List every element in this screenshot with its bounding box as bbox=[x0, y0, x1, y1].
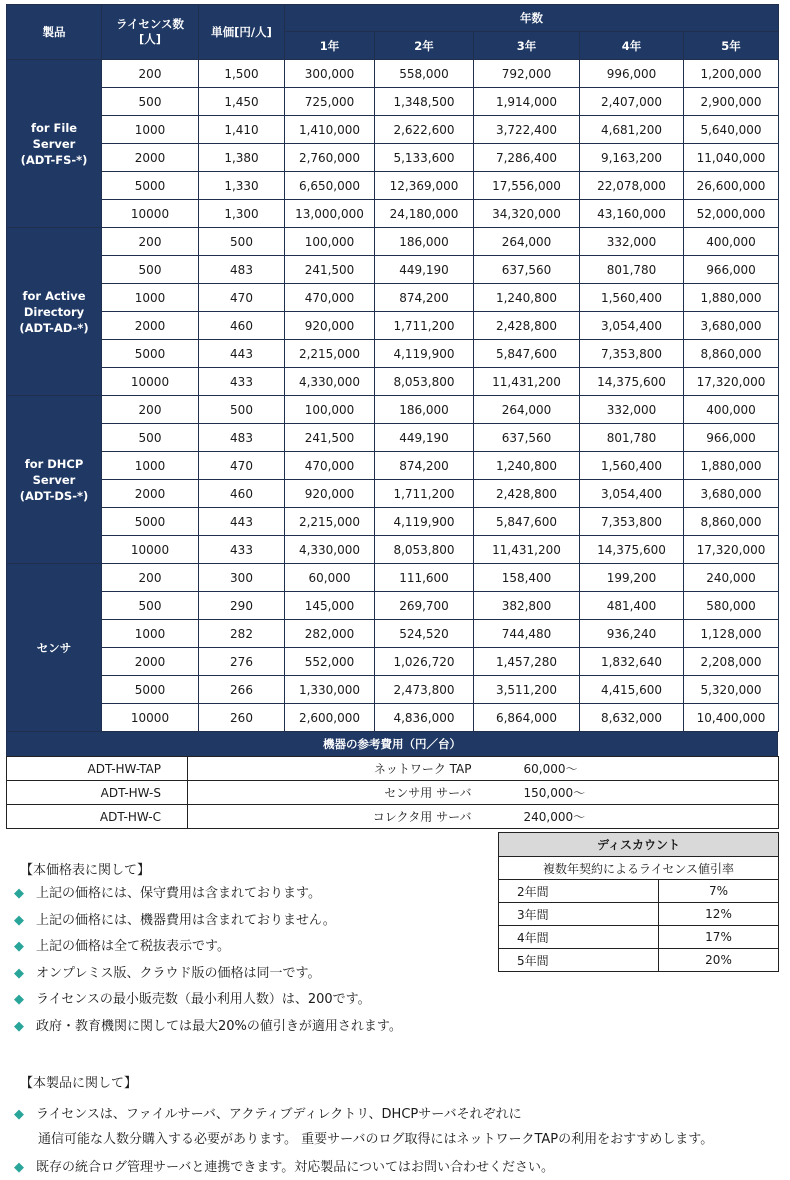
hardware-price-cell: 240,000～ bbox=[498, 805, 779, 829]
year-price-cell: 332,000 bbox=[580, 228, 684, 256]
unit-price-cell: 276 bbox=[199, 648, 285, 676]
year-price-cell: 199,200 bbox=[580, 564, 684, 592]
product-note-text: ライセンスは、ファイルサーバ、アクティブディレクトリ、DHCPサーバそれぞれに bbox=[36, 1107, 522, 1122]
table-row bbox=[7, 508, 779, 536]
year-price-cell: 4,415,600 bbox=[580, 676, 684, 704]
year-price-cell: 22,078,000 bbox=[580, 172, 684, 200]
price-note-text: オンプレミス版、クラウド版の価格は同一です。 bbox=[36, 965, 321, 981]
year-price-cell: 1,240,800 bbox=[474, 284, 580, 312]
year-price-cell: 1,348,500 bbox=[375, 88, 474, 116]
unit-price-cell: 483 bbox=[199, 256, 285, 284]
year-price-cell: 8,632,000 bbox=[580, 704, 684, 732]
unit-price-cell: 1,410 bbox=[199, 116, 285, 144]
license-count-cell: 200 bbox=[102, 564, 199, 592]
year-price-cell: 1,410,000 bbox=[285, 116, 375, 144]
year-price-cell: 17,320,000 bbox=[684, 368, 779, 396]
license-count-cell: 1000 bbox=[102, 284, 199, 312]
year-price-cell: 100,000 bbox=[285, 396, 375, 424]
year-price-cell: 1,832,640 bbox=[580, 648, 684, 676]
year-price-cell: 1,880,000 bbox=[684, 452, 779, 480]
license-count-cell: 5000 bbox=[102, 676, 199, 704]
price-table bbox=[6, 4, 779, 732]
unit-price-cell: 266 bbox=[199, 676, 285, 704]
year-price-cell: 5,133,600 bbox=[375, 144, 474, 172]
table-row bbox=[7, 340, 779, 368]
year-price-cell: 8,860,000 bbox=[684, 508, 779, 536]
license-count-cell: 200 bbox=[102, 396, 199, 424]
year-price-cell: 966,000 bbox=[684, 256, 779, 284]
hardware-price-cell: 60,000～ bbox=[498, 757, 779, 781]
table-row bbox=[7, 172, 779, 200]
unit-price-cell: 290 bbox=[199, 592, 285, 620]
table-row bbox=[7, 60, 779, 88]
year-price-cell: 43,160,000 bbox=[580, 200, 684, 228]
year-price-cell: 17,556,000 bbox=[474, 172, 580, 200]
year-price-cell: 1,914,000 bbox=[474, 88, 580, 116]
year-price-cell: 2,900,000 bbox=[684, 88, 779, 116]
year-price-cell: 4,836,000 bbox=[375, 704, 474, 732]
year-price-cell: 1,711,200 bbox=[375, 480, 474, 508]
year-price-cell: 11,431,200 bbox=[474, 536, 580, 564]
price-note-text: ライセンスの最小販売数（最小利用人数）は、200です。 bbox=[36, 992, 371, 1007]
discount-title: ディスカウント bbox=[499, 833, 779, 857]
table-row bbox=[7, 480, 779, 508]
hardware-desc-cell: コレクタ用 サーバ bbox=[188, 805, 498, 829]
year-price-cell: 17,320,000 bbox=[684, 536, 779, 564]
year-price-cell: 1,128,000 bbox=[684, 620, 779, 648]
table-row bbox=[7, 757, 779, 781]
year-price-cell: 558,000 bbox=[375, 60, 474, 88]
license-count-cell: 1000 bbox=[102, 116, 199, 144]
year-price-cell: 241,500 bbox=[285, 424, 375, 452]
price-table-body bbox=[7, 60, 779, 732]
unit-price-cell: 460 bbox=[199, 480, 285, 508]
price-note-text: 上記の価格には、機器費用は含まれておりません。 bbox=[36, 912, 336, 928]
year-price-cell: 1,560,400 bbox=[580, 452, 684, 480]
price-note-text: 上記の価格は全て税抜表示です。 bbox=[36, 939, 230, 954]
year-price-cell: 996,000 bbox=[580, 60, 684, 88]
year-price-cell: 282,000 bbox=[285, 620, 375, 648]
discount-term-cell: 3年間 bbox=[499, 903, 659, 926]
year-price-cell: 8,053,800 bbox=[375, 536, 474, 564]
price-note-item bbox=[14, 935, 230, 954]
product-note-text: 既存の統合ログ管理サーバと連携できます。対応製品についてはお問い合わせください。 bbox=[36, 1160, 555, 1175]
discount-term-cell: 2年間 bbox=[499, 880, 659, 903]
year-price-cell: 874,200 bbox=[375, 452, 474, 480]
license-count-cell: 5000 bbox=[102, 508, 199, 536]
table-row bbox=[7, 452, 779, 480]
unit-price-cell: 433 bbox=[199, 368, 285, 396]
year-price-cell: 24,180,000 bbox=[375, 200, 474, 228]
discount-term-cell: 5年間 bbox=[499, 949, 659, 972]
unit-price-cell: 282 bbox=[199, 620, 285, 648]
unit-price-cell: 1,450 bbox=[199, 88, 285, 116]
year-price-cell: 936,240 bbox=[580, 620, 684, 648]
table-row bbox=[7, 312, 779, 340]
price-note-text: 政府・教育機関に関しては最大20%の値引きが適用されます。 bbox=[36, 1018, 402, 1034]
product-name-cell: for File Server (ADT-FS-*) bbox=[7, 60, 102, 228]
year-price-cell: 145,000 bbox=[285, 592, 375, 620]
year-price-cell: 10,400,000 bbox=[684, 704, 779, 732]
table-row bbox=[7, 648, 779, 676]
hardware-desc-cell: ネットワーク TAP bbox=[188, 757, 498, 781]
diamond-bullet-icon: ◆ bbox=[14, 965, 24, 981]
table-row bbox=[7, 396, 779, 424]
year-price-cell: 14,375,600 bbox=[580, 368, 684, 396]
year-price-cell: 481,400 bbox=[580, 592, 684, 620]
year-price-cell: 8,860,000 bbox=[684, 340, 779, 368]
discount-term-cell: 4年間 bbox=[499, 926, 659, 949]
year-price-cell: 920,000 bbox=[285, 480, 375, 508]
license-count-cell: 500 bbox=[102, 256, 199, 284]
year-price-cell: 2,428,800 bbox=[474, 480, 580, 508]
year-price-cell: 470,000 bbox=[285, 284, 375, 312]
unit-price-cell: 1,500 bbox=[199, 60, 285, 88]
price-notes-heading: 【本価格表に関して】 bbox=[20, 863, 151, 878]
year-price-cell: 3,054,400 bbox=[580, 312, 684, 340]
year-price-cell: 6,650,000 bbox=[285, 172, 375, 200]
year-price-cell: 4,119,900 bbox=[375, 340, 474, 368]
year-price-cell: 241,500 bbox=[285, 256, 375, 284]
price-note-item bbox=[14, 1015, 402, 1034]
unit-price-cell: 443 bbox=[199, 340, 285, 368]
header-year-2: 2年 bbox=[375, 32, 474, 60]
license-count-cell: 500 bbox=[102, 88, 199, 116]
product-notes-heading: 【本製品に関して】 bbox=[20, 1076, 138, 1091]
year-price-cell: 3,054,400 bbox=[580, 480, 684, 508]
license-count-cell: 1000 bbox=[102, 452, 199, 480]
discount-subtitle: 複数年契約によるライセンス値引率 bbox=[499, 857, 779, 880]
year-price-cell: 240,000 bbox=[684, 564, 779, 592]
unit-price-cell: 470 bbox=[199, 284, 285, 312]
table-row bbox=[7, 284, 779, 312]
year-price-cell: 34,320,000 bbox=[474, 200, 580, 228]
table-row bbox=[499, 949, 779, 972]
year-price-cell: 1,560,400 bbox=[580, 284, 684, 312]
year-price-cell: 6,864,000 bbox=[474, 704, 580, 732]
license-count-cell: 1000 bbox=[102, 620, 199, 648]
table-row bbox=[7, 704, 779, 732]
header-year-4: 4年 bbox=[580, 32, 684, 60]
price-note-text: 上記の価格には、保守費用は含まれております。 bbox=[36, 886, 321, 901]
year-price-cell: 449,190 bbox=[375, 256, 474, 284]
year-price-cell: 100,000 bbox=[285, 228, 375, 256]
license-count-cell: 2000 bbox=[102, 648, 199, 676]
license-count-cell: 10000 bbox=[102, 200, 199, 228]
header-year-3: 3年 bbox=[474, 32, 580, 60]
year-price-cell: 2,622,600 bbox=[375, 116, 474, 144]
license-count-cell: 10000 bbox=[102, 704, 199, 732]
hardware-cost-title: 機器の参考費用（円／台） bbox=[6, 731, 778, 757]
product-note-continuation: 通信可能な人数分購入する必要があります。 重要サーバのログ取得にはネットワークTAPの利用をおすすめします。 bbox=[38, 1132, 714, 1147]
year-price-cell: 920,000 bbox=[285, 312, 375, 340]
year-price-cell: 1,711,200 bbox=[375, 312, 474, 340]
table-row bbox=[7, 592, 779, 620]
year-price-cell: 470,000 bbox=[285, 452, 375, 480]
unit-price-cell: 483 bbox=[199, 424, 285, 452]
license-count-cell: 200 bbox=[102, 60, 199, 88]
header-years: 年数 bbox=[285, 5, 779, 32]
year-price-cell: 1,240,800 bbox=[474, 452, 580, 480]
year-price-cell: 2,760,000 bbox=[285, 144, 375, 172]
table-row bbox=[7, 536, 779, 564]
hardware-model-cell: ADT-HW-S bbox=[7, 781, 188, 805]
year-price-cell: 11,431,200 bbox=[474, 368, 580, 396]
year-price-cell: 186,000 bbox=[375, 228, 474, 256]
unit-price-cell: 300 bbox=[199, 564, 285, 592]
header-year-5: 5年 bbox=[684, 32, 779, 60]
year-price-cell: 1,457,280 bbox=[474, 648, 580, 676]
year-price-cell: 5,640,000 bbox=[684, 116, 779, 144]
diamond-bullet-icon: ◆ bbox=[14, 886, 24, 901]
year-price-cell: 264,000 bbox=[474, 396, 580, 424]
discount-rate-cell: 7% bbox=[659, 880, 779, 903]
product-name-cell: for Active Directory (ADT-AD-*) bbox=[7, 228, 102, 396]
year-price-cell: 2,407,000 bbox=[580, 88, 684, 116]
year-price-cell: 186,000 bbox=[375, 396, 474, 424]
table-row bbox=[7, 116, 779, 144]
unit-price-cell: 260 bbox=[199, 704, 285, 732]
year-price-cell: 792,000 bbox=[474, 60, 580, 88]
year-price-cell: 1,880,000 bbox=[684, 284, 779, 312]
hardware-price-cell: 150,000～ bbox=[498, 781, 779, 805]
table-row bbox=[7, 200, 779, 228]
year-price-cell: 4,681,200 bbox=[580, 116, 684, 144]
year-price-cell: 11,040,000 bbox=[684, 144, 779, 172]
year-price-cell: 2,215,000 bbox=[285, 340, 375, 368]
price-note-item bbox=[14, 882, 321, 901]
license-count-cell: 2000 bbox=[102, 480, 199, 508]
hardware-desc-cell: センサ用 サーバ bbox=[188, 781, 498, 805]
table-row bbox=[7, 805, 779, 829]
table-row bbox=[499, 926, 779, 949]
hardware-model-cell: ADT-HW-C bbox=[7, 805, 188, 829]
year-price-cell: 12,369,000 bbox=[375, 172, 474, 200]
table-row bbox=[7, 368, 779, 396]
year-price-cell: 14,375,600 bbox=[580, 536, 684, 564]
discount-rate-cell: 20% bbox=[659, 949, 779, 972]
year-price-cell: 26,600,000 bbox=[684, 172, 779, 200]
discount-table bbox=[498, 832, 779, 972]
unit-price-cell: 433 bbox=[199, 536, 285, 564]
table-row bbox=[7, 144, 779, 172]
year-price-cell: 8,053,800 bbox=[375, 368, 474, 396]
header-license-count: ライセンス数 [人] bbox=[102, 5, 199, 60]
year-price-cell: 13,000,000 bbox=[285, 200, 375, 228]
table-row bbox=[7, 256, 779, 284]
table-row bbox=[7, 88, 779, 116]
unit-price-cell: 1,330 bbox=[199, 172, 285, 200]
year-price-cell: 580,000 bbox=[684, 592, 779, 620]
product-note-item bbox=[14, 1156, 554, 1175]
year-price-cell: 637,560 bbox=[474, 256, 580, 284]
price-note-item bbox=[14, 909, 336, 928]
year-price-cell: 524,520 bbox=[375, 620, 474, 648]
unit-price-cell: 470 bbox=[199, 452, 285, 480]
table-row bbox=[7, 564, 779, 592]
year-price-cell: 332,000 bbox=[580, 396, 684, 424]
year-price-cell: 7,353,800 bbox=[580, 508, 684, 536]
diamond-bullet-icon: ◆ bbox=[14, 1107, 24, 1122]
table-row bbox=[7, 676, 779, 704]
year-price-cell: 1,200,000 bbox=[684, 60, 779, 88]
hardware-model-cell: ADT-HW-TAP bbox=[7, 757, 188, 781]
diamond-bullet-icon: ◆ bbox=[14, 912, 24, 928]
year-price-cell: 1,026,720 bbox=[375, 648, 474, 676]
diamond-bullet-icon: ◆ bbox=[14, 939, 24, 954]
table-row bbox=[499, 903, 779, 926]
year-price-cell: 637,560 bbox=[474, 424, 580, 452]
license-count-cell: 500 bbox=[102, 424, 199, 452]
year-price-cell: 158,400 bbox=[474, 564, 580, 592]
discount-rate-cell: 12% bbox=[659, 903, 779, 926]
year-price-cell: 3,511,200 bbox=[474, 676, 580, 704]
unit-price-cell: 1,380 bbox=[199, 144, 285, 172]
license-count-cell: 2000 bbox=[102, 312, 199, 340]
year-price-cell: 4,119,900 bbox=[375, 508, 474, 536]
product-name-cell: センサ bbox=[7, 564, 102, 732]
license-count-cell: 5000 bbox=[102, 340, 199, 368]
discount-body bbox=[499, 833, 779, 972]
year-price-cell: 52,000,000 bbox=[684, 200, 779, 228]
year-price-cell: 801,780 bbox=[580, 256, 684, 284]
unit-price-cell: 1,300 bbox=[199, 200, 285, 228]
year-price-cell: 264,000 bbox=[474, 228, 580, 256]
table-row bbox=[7, 228, 779, 256]
header-year-1: 1年 bbox=[285, 32, 375, 60]
year-price-cell: 725,000 bbox=[285, 88, 375, 116]
discount-rate-cell: 17% bbox=[659, 926, 779, 949]
year-price-cell: 7,286,400 bbox=[474, 144, 580, 172]
license-count-cell: 500 bbox=[102, 592, 199, 620]
year-price-cell: 5,320,000 bbox=[684, 676, 779, 704]
year-price-cell: 744,480 bbox=[474, 620, 580, 648]
header-product: 製品 bbox=[7, 5, 102, 60]
year-price-cell: 449,190 bbox=[375, 424, 474, 452]
diamond-bullet-icon: ◆ bbox=[14, 1160, 24, 1175]
license-count-cell: 5000 bbox=[102, 172, 199, 200]
year-price-cell: 400,000 bbox=[684, 396, 779, 424]
year-price-cell: 2,215,000 bbox=[285, 508, 375, 536]
hardware-cost-body bbox=[7, 757, 779, 829]
table-row bbox=[499, 880, 779, 903]
year-price-cell: 1,330,000 bbox=[285, 676, 375, 704]
year-price-cell: 2,428,800 bbox=[474, 312, 580, 340]
price-note-item bbox=[14, 988, 371, 1007]
product-note-item bbox=[14, 1103, 522, 1122]
unit-price-cell: 500 bbox=[199, 396, 285, 424]
header-unit-price: 単価[円/人] bbox=[199, 5, 285, 60]
table-row bbox=[7, 424, 779, 452]
year-price-cell: 2,473,800 bbox=[375, 676, 474, 704]
license-count-cell: 200 bbox=[102, 228, 199, 256]
year-price-cell: 966,000 bbox=[684, 424, 779, 452]
year-price-cell: 269,700 bbox=[375, 592, 474, 620]
year-price-cell: 5,847,600 bbox=[474, 340, 580, 368]
year-price-cell: 552,000 bbox=[285, 648, 375, 676]
price-table-header bbox=[7, 5, 779, 60]
table-row bbox=[7, 781, 779, 805]
year-price-cell: 801,780 bbox=[580, 424, 684, 452]
year-price-cell: 111,600 bbox=[375, 564, 474, 592]
product-name-cell: for DHCP Server (ADT-DS-*) bbox=[7, 396, 102, 564]
year-price-cell: 60,000 bbox=[285, 564, 375, 592]
year-price-cell: 5,847,600 bbox=[474, 508, 580, 536]
year-price-cell: 3,722,400 bbox=[474, 116, 580, 144]
license-count-cell: 10000 bbox=[102, 368, 199, 396]
license-count-cell: 2000 bbox=[102, 144, 199, 172]
diamond-bullet-icon: ◆ bbox=[14, 992, 24, 1007]
unit-price-cell: 460 bbox=[199, 312, 285, 340]
hardware-cost-table bbox=[6, 756, 779, 829]
year-price-cell: 874,200 bbox=[375, 284, 474, 312]
unit-price-cell: 500 bbox=[199, 228, 285, 256]
unit-price-cell: 443 bbox=[199, 508, 285, 536]
year-price-cell: 3,680,000 bbox=[684, 480, 779, 508]
year-price-cell: 382,800 bbox=[474, 592, 580, 620]
year-price-cell: 400,000 bbox=[684, 228, 779, 256]
year-price-cell: 9,163,200 bbox=[580, 144, 684, 172]
diamond-bullet-icon: ◆ bbox=[14, 1018, 24, 1034]
year-price-cell: 2,208,000 bbox=[684, 648, 779, 676]
year-price-cell: 7,353,800 bbox=[580, 340, 684, 368]
year-price-cell: 300,000 bbox=[285, 60, 375, 88]
table-row bbox=[7, 620, 779, 648]
year-price-cell: 2,600,000 bbox=[285, 704, 375, 732]
license-count-cell: 10000 bbox=[102, 536, 199, 564]
year-price-cell: 4,330,000 bbox=[285, 368, 375, 396]
year-price-cell: 3,680,000 bbox=[684, 312, 779, 340]
price-note-item bbox=[14, 962, 320, 981]
year-price-cell: 4,330,000 bbox=[285, 536, 375, 564]
